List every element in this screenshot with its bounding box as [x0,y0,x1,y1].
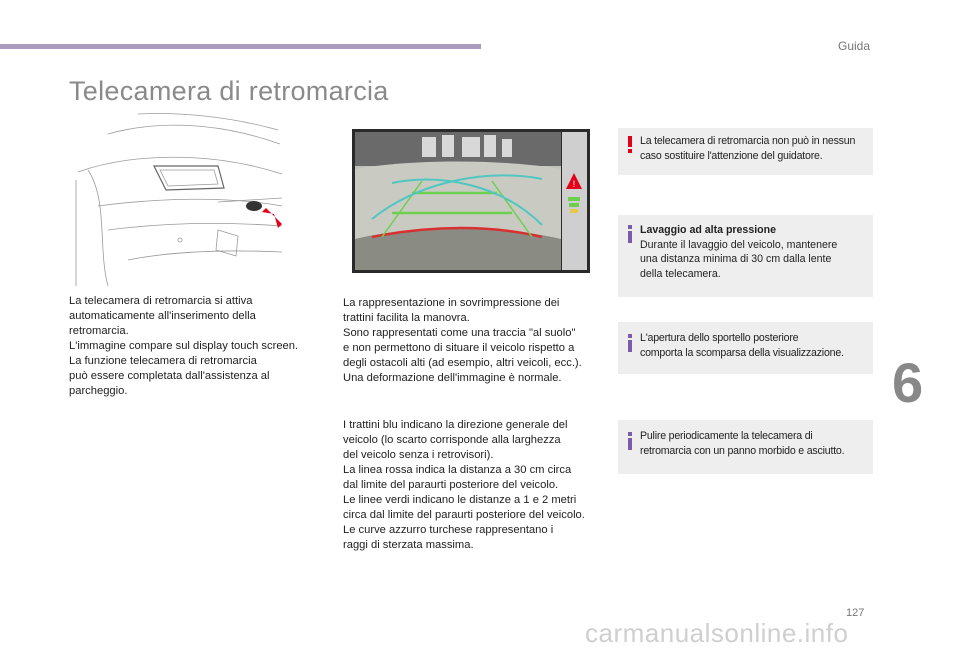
info-icon [626,225,634,243]
text-line: una distanza minima di 30 cm dalla lente [640,253,832,265]
text-line: retromarcia. [69,325,129,337]
intro-paragraph [69,294,329,399]
car-rear-illustration [68,110,288,286]
text-line: Le curve azzurro turchese rappresentano i [343,524,554,536]
text-line: caso sostituire l'attenzione del guidatore. [640,149,823,162]
text-line: del veicolo senza i retrovisori). [343,449,494,461]
text-line: veicolo (lo scarto corrisponde alla larghezza [343,434,561,446]
text-line: Pulire periodicamente la telecamera di [640,430,813,442]
overlay-paragraph [343,296,605,386]
watermark: carmanualsonline.info [585,618,849,648]
note-title: Lavaggio ad alta pressione [640,224,776,236]
text-line: Le linee verdi indicano le distanze a 1 e 2 metri [343,494,577,506]
text-line: Durante il lavaggio del veicolo, mantenere [640,238,838,251]
text-line: La rappresentazione in sovrimpressione dei [343,297,560,309]
section-label: Guida [838,39,871,53]
chapter-number: 6 [892,351,924,414]
text-line: La linea rossa indica la distanza a 30 cm circa [343,464,572,476]
text-line: può essere completata dall'assistenza al [69,370,270,382]
text-line: parcheggio. [69,385,128,397]
text-line: circa dal limite del paraurti posteriore del veicolo. [343,509,585,521]
cleaning-note [618,420,873,474]
text-line: degli ostacoli alti (ad esempio, altri veicoli, ecc.). [343,357,582,369]
text-line: retromarcia con un panno morbido e asciutto. [640,444,845,457]
washing-note [618,215,873,297]
text-line: dal limite del paraurti posteriore del veicolo. [343,479,559,491]
text-line: I trattini blu indicano la direzione generale del [343,419,568,431]
text-line: raggi di sterzata massima. [343,539,474,551]
lines-paragraph [343,418,605,553]
text-line: L'apertura dello sportello posteriore [640,332,799,344]
text-line: e non permettono di situare il veicolo rispetto a [343,342,575,354]
text-line: La funzione telecamera di retromarcia [69,355,257,367]
text-line: della telecamera. [640,267,721,280]
page-number: 127 [846,607,865,619]
text-line: automaticamente all'inserimento della [69,310,256,322]
text-line: La telecamera di retromarcia non può in nessun [640,135,856,147]
info-icon [626,334,634,352]
text-line: trattini facilita la manovra. [343,312,470,324]
text-line: comporta la scomparsa della visualizzazione. [640,346,844,359]
warning-note [618,128,873,175]
text-line: L'immagine compare sul display touch screen. [69,340,299,352]
camera-display-illustration [352,129,590,273]
header-bar [0,44,481,49]
text-line: Una deformazione dell'immagine è normale. [343,372,562,384]
text-line: La telecamera di retromarcia si attiva [69,295,253,307]
warning-icon [626,136,634,154]
svg-text:!: ! [572,179,576,189]
text-line: Sono rappresentati come una traccia "al suolo" [343,327,576,339]
info-icon [626,432,634,450]
page-title: Telecamera di retromarcia [69,76,389,106]
door-note [618,322,873,374]
